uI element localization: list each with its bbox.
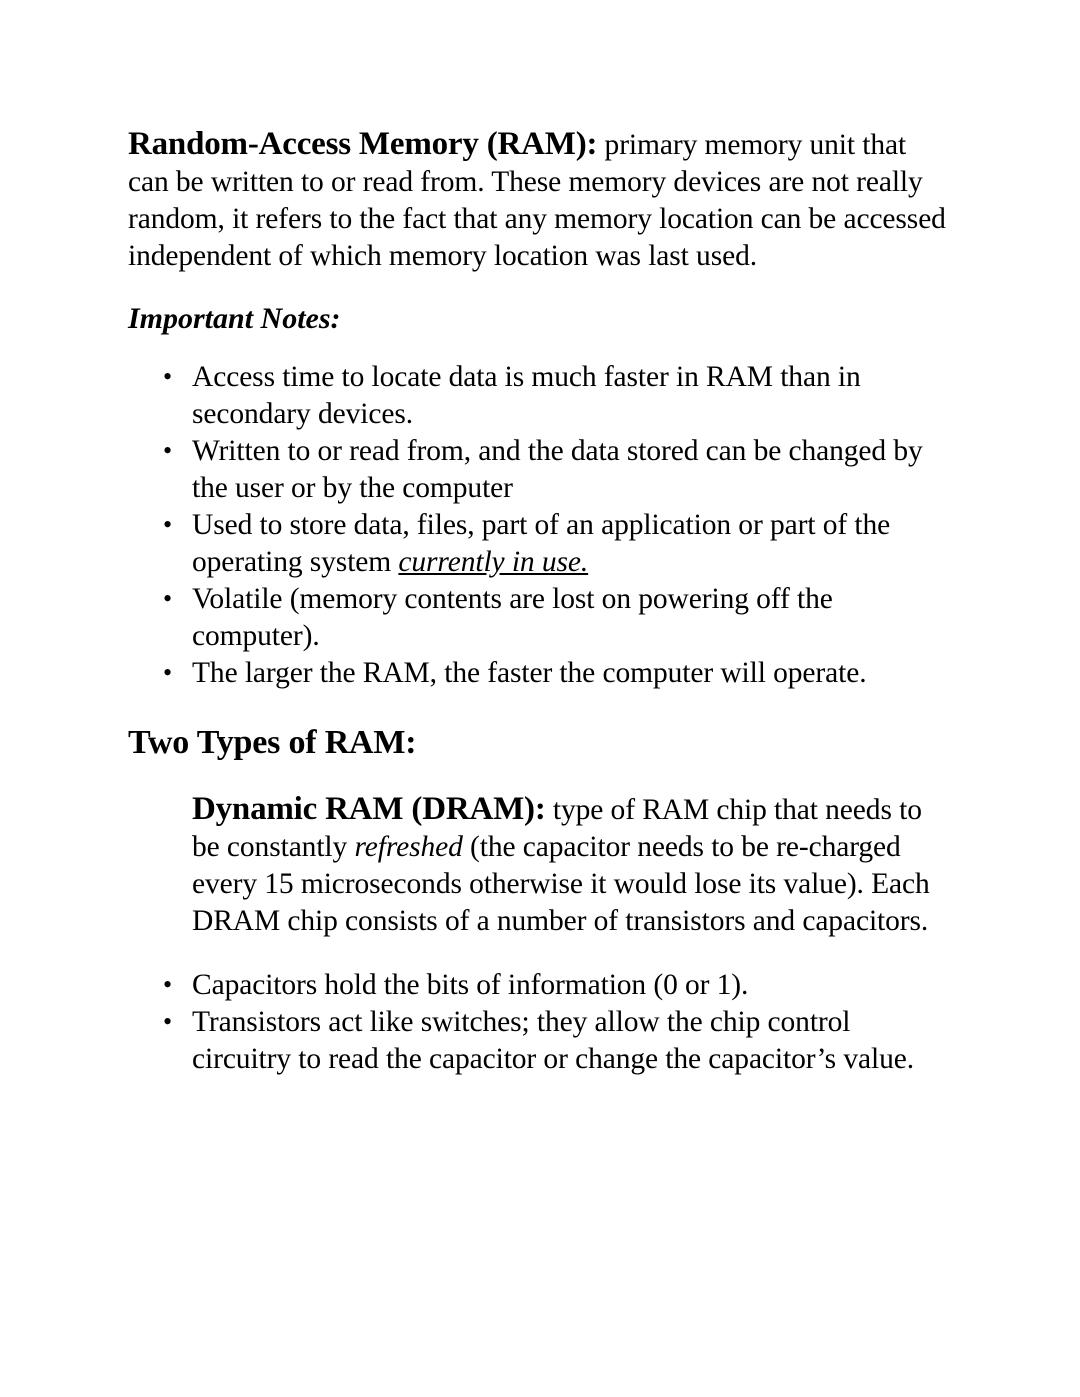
dram-definition-block (192, 791, 952, 940)
dram-bullet-list (128, 967, 950, 1078)
list-item-emphasis: currently in use. (398, 546, 589, 578)
list-item (128, 507, 950, 581)
list-item: • Transistors act like switches; they allow the chip control circuitry to read the capacitor or change the capacitor’s value. (128, 1004, 950, 1078)
dram-text-part2: (the capacitor needs to be re-charged every 15 microseconds otherwise it would lose its value). Each DRAM chip consists of a number of transistors and capacitors. (192, 831, 930, 937)
dram-paragraph (192, 791, 952, 940)
dram-emphasis: refreshed (354, 831, 463, 863)
list-item: • Capacitors hold the bits of information (0 or 1). (128, 967, 950, 1004)
list-item: • Access time to locate data is much faster in RAM than in secondary devices. (128, 359, 950, 433)
intro-lead-in: Random-Access Memory (RAM): (128, 126, 598, 162)
dram-text-part1: type of RAM chip that needs to be constantly (192, 794, 922, 863)
intro-paragraph (128, 126, 950, 275)
list-item: • The larger the RAM, the faster the computer will operate. (128, 655, 950, 692)
important-notes-heading: Important Notes: (128, 302, 341, 335)
list-item: • Volatile (memory contents are lost on powering off the computer). (128, 581, 950, 655)
list-item-text-before: Used to store data, files, part of an application or part of the operating system (192, 509, 891, 578)
dram-lead-in: Dynamic RAM (DRAM): (192, 791, 546, 827)
important-notes-list (128, 359, 950, 692)
document-body (128, 126, 950, 1078)
list-item: • Written to or read from, and the data stored can be changed by the user or by the computer (128, 433, 950, 507)
two-types-heading: Two Types of RAM: (128, 724, 417, 761)
intro-text: primary memory unit that can be written to or read from. These memory devices are not really random, it refers to the fact that any memory location can be accessed independent of which memory location was last used. (128, 129, 946, 272)
